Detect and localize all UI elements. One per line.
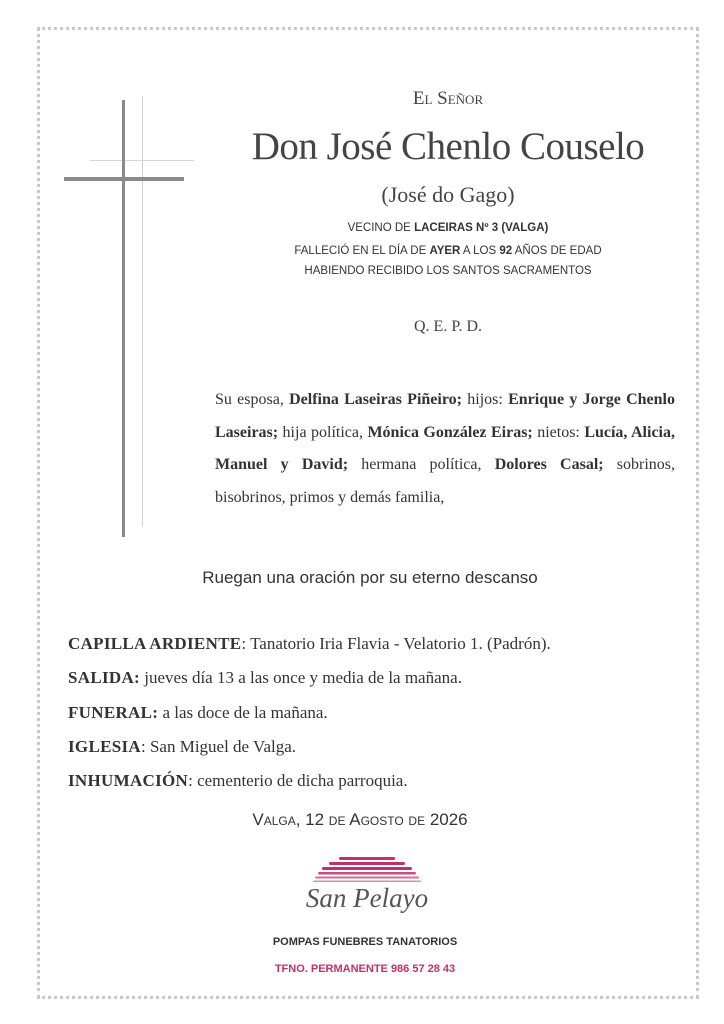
place-date: Valga, 12 de Agosto de 2026 [252, 810, 468, 829]
prayer-request: Ruegan una oración por su eterno descanso [202, 568, 538, 587]
detail-funeral: FUNERAL: a las doce de la mañana. [68, 703, 328, 722]
cross-horizontal [64, 177, 184, 181]
deceased-alias: (José do Gago) [381, 182, 515, 207]
detail-iglesia: IGLESIA: San Miguel de Valga. [68, 737, 297, 756]
cross-shadow-horizontal [90, 160, 194, 161]
phone-line: TFNO. PERMANENTE 986 57 28 43 [274, 963, 456, 975]
logo-wordmark: San Pelayo [305, 883, 429, 913]
cross-vertical [122, 100, 125, 537]
info-line-1: VECINO DE LACEIRAS Nº 3 (VALGA) [347, 222, 549, 234]
san-pelayo-logo [292, 855, 442, 917]
deceased-name: Don José Chenlo Couselo [251, 125, 645, 168]
detail-salida: SALIDA: jueves día 13 a las once y media de la mañana. [68, 668, 462, 687]
info-line-2: FALLECIÓ EN EL DÍA DE AYER A LOS 92 AÑOS DE EDAD [294, 245, 602, 257]
detail-capilla: CAPILLA ARDIENTE: Tanatorio Iria Flavia - Velatorio 1. (Padrón). [68, 634, 551, 653]
title-prefix: El Señor [412, 88, 484, 109]
family-paragraph: Su esposa, Delfina Laseiras Piñeiro; hijos: Enrique y Jorge Chenlo Laseiras; hija política, Mónica González Eiras; nietos: Lucía, Alicia, Manuel y David; hermana política, Dolores Casal; sobrinos, bisobrinos, primos y demás familia, [215, 391, 676, 506]
info-line-3: HABIENDO RECIBIDO LOS SANTOS SACRAMENTOS [304, 265, 592, 277]
services-line: POMPAS FUNEBRES TANATORIOS [272, 936, 458, 948]
qepd: Q. E. P. D. [413, 318, 482, 335]
detail-inhumacion: INHUMACIÓN: cementerio de dicha parroquia. [68, 771, 408, 790]
